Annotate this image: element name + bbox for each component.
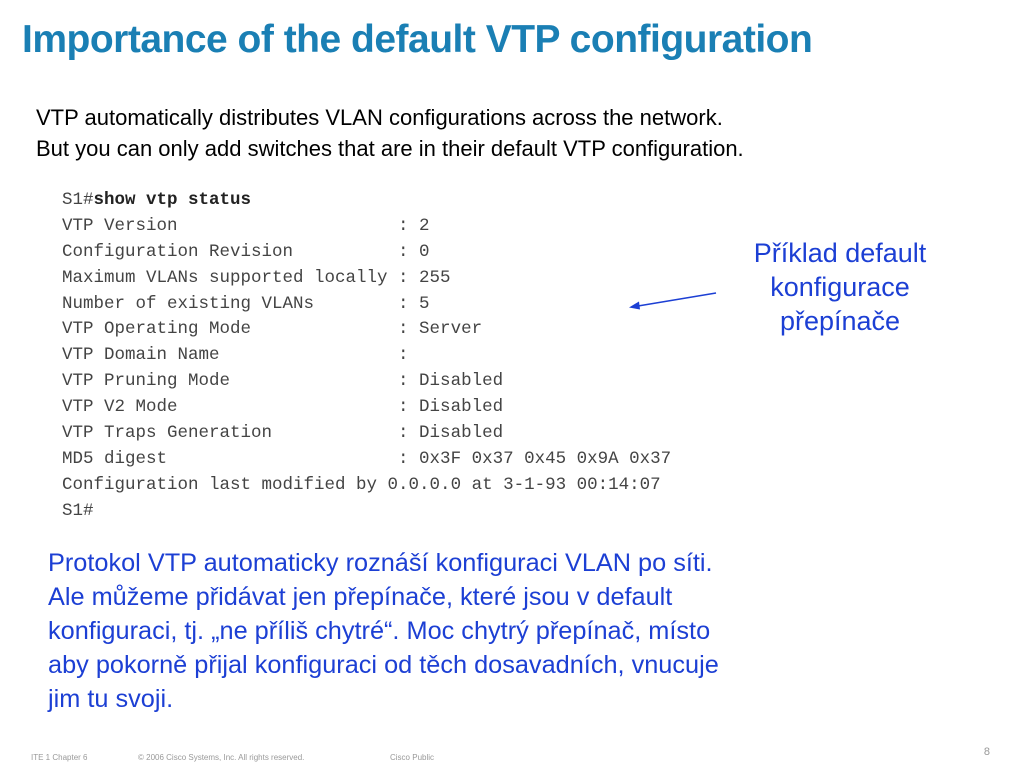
terminal-line: Maximum VLANs supported locally : 255 bbox=[62, 267, 451, 288]
explanation-line: konfiguraci, tj. „ne příliš chytré“. Moc chytrý přepínač, místo bbox=[48, 617, 711, 645]
terminal-line: VTP Domain Name : bbox=[62, 345, 409, 366]
footer-classification: Cisco Public bbox=[390, 753, 435, 762]
terminal-line: Configuration last modified by 0.0.0.0 at 3-1-93 00:14:07 bbox=[62, 474, 661, 495]
explanation-line: aby pokorně přijal konfiguraci od těch dosavadních, vnucuje bbox=[48, 651, 719, 679]
terminal-line: VTP V2 Mode : Disabled bbox=[62, 397, 504, 418]
slide-footer bbox=[0, 752, 1024, 766]
callout-line: konfigurace bbox=[770, 272, 910, 302]
callout-line: Příklad default bbox=[753, 238, 927, 268]
terminal-prompt: S1# bbox=[62, 190, 94, 210]
terminal-line: S1# bbox=[62, 500, 94, 521]
intro-paragraph bbox=[36, 102, 744, 164]
callout-line: přepínače bbox=[779, 306, 901, 336]
terminal-line: Configuration Revision : 0 bbox=[62, 241, 430, 262]
slide-title: Importance of the default VTP configuration bbox=[22, 18, 813, 61]
explanation-paragraph bbox=[48, 546, 719, 716]
callout-arrow-icon bbox=[624, 288, 724, 312]
explanation-line: Protokol VTP automaticky roznáší konfiguraci VLAN po síti. bbox=[48, 549, 713, 577]
intro-line: But you can only add switches that are in their default VTP configuration. bbox=[36, 136, 744, 161]
intro-line: VTP automatically distributes VLAN configurations across the network. bbox=[36, 105, 723, 130]
terminal-line: VTP Version : 2 bbox=[62, 215, 430, 236]
terminal-line: MD5 digest : 0x3F 0x37 0x45 0x9A 0x37 bbox=[62, 448, 672, 469]
footer-chapter: ITE 1 Chapter 6 bbox=[31, 753, 88, 762]
terminal-command: show vtp status bbox=[93, 190, 252, 210]
explanation-line: Ale můžeme přidávat jen přepínače, které jsou v default bbox=[48, 583, 673, 611]
footer-copyright: © 2006 Cisco Systems, Inc. All rights reserved. bbox=[138, 753, 305, 762]
terminal-line: VTP Traps Generation : Disabled bbox=[62, 423, 504, 444]
terminal-output bbox=[62, 188, 671, 525]
terminal-line: VTP Operating Mode : Server bbox=[62, 319, 483, 340]
terminal-line: Number of existing VLANs : 5 bbox=[62, 293, 430, 314]
terminal-line: VTP Pruning Mode : Disabled bbox=[62, 371, 504, 392]
callout-text bbox=[710, 236, 970, 338]
page-number: 8 bbox=[983, 746, 990, 758]
terminal-command-line bbox=[62, 188, 671, 214]
explanation-line: jim tu svoji. bbox=[48, 685, 174, 713]
